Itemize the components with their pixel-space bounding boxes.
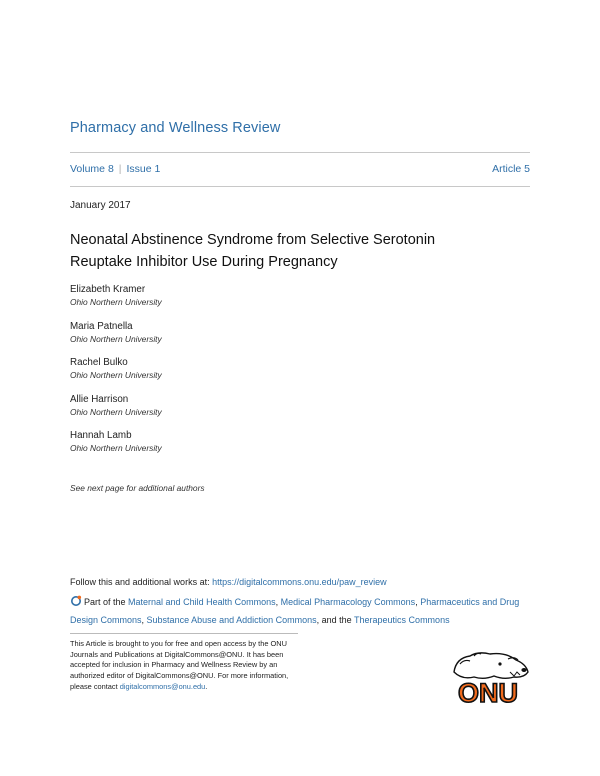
author-affiliation: Ohio Northern University [70,370,162,380]
author-entry [70,356,370,393]
additional-authors-note: See next page for additional authors [70,483,205,493]
author-name: Allie Harrison [70,393,129,405]
follow-line [70,577,387,587]
volume-link[interactable]: Volume 8 [70,163,114,175]
journal-title[interactable]: Pharmacy and Wellness Review [70,120,281,136]
and-the-separator: , and the [316,614,355,625]
issue-info [70,163,530,175]
issue-link[interactable]: Issue 1 [126,163,161,175]
open-access-notice [70,639,305,693]
comma-separator: , [275,597,281,607]
author-name: Elizabeth Kramer [70,284,146,295]
repository-link[interactable]: https://digitalcommons.onu.edu/paw_review [212,577,387,587]
polar-bear-icon [454,653,528,678]
part-of-commons [70,594,535,629]
author-entry [70,429,370,466]
notice-text: This Article is brought to you for free and open access by the ONU Journals and Publications at DigitalCommons@ONU. It has been accepted for inclusion in Pharmacy and Wellness Review by an authorized editor of DigitalCommons@ONU. For more information, please contact [70,639,289,691]
network-icon [70,595,82,607]
part-of-prefix: Part of the [84,597,129,607]
article-title-line-1: Neonatal Abstinence Syndrome from Selective Serotonin [70,232,436,248]
article-link[interactable]: Article 5 [492,163,530,175]
onu-logo-text: ONU [458,678,518,708]
author-name: Maria Patnella [70,320,133,332]
separator: | [118,163,122,175]
author-name: Hannah Lamb [70,430,132,441]
maternal-child-health-link[interactable]: Maternal and Child Health Commons [128,597,276,607]
divider [70,186,530,187]
author-list [70,283,370,466]
publication-date: January 2017 [70,200,131,211]
author-affiliation: Ohio Northern University [70,297,162,307]
contact-email-link[interactable]: digitalcommons@onu.edu [119,681,206,691]
notice-end: . [205,681,208,691]
divider [70,152,530,153]
author-entry [70,320,370,357]
author-entry [70,393,370,430]
author-affiliation: Ohio Northern University [70,443,162,453]
follow-prefix: Follow this and additional works at: [70,577,213,587]
author-affiliation: Ohio Northern University [70,406,162,417]
divider [70,633,298,634]
pharmaceutics-drug-design-link[interactable]: Pharmaceutics and Drug Design Commons [70,597,520,625]
substance-abuse-addiction-link[interactable]: Substance Abuse and Addiction Commons [146,614,317,625]
author-name: Rachel Bulko [70,357,128,368]
author-affiliation: Ohio Northern University [70,333,162,344]
comma-separator: , [141,614,147,625]
article-title [70,229,490,273]
article-title-line-2: Reuptake Inhibitor Use During Pregnancy [70,254,338,270]
author-entry [70,283,370,320]
onu-logo [444,650,532,710]
medical-pharmacology-link[interactable]: Medical Pharmacology Commons [280,597,416,607]
therapeutics-link[interactable]: Therapeutics Commons [354,614,450,625]
comma-separator: , [415,597,421,607]
